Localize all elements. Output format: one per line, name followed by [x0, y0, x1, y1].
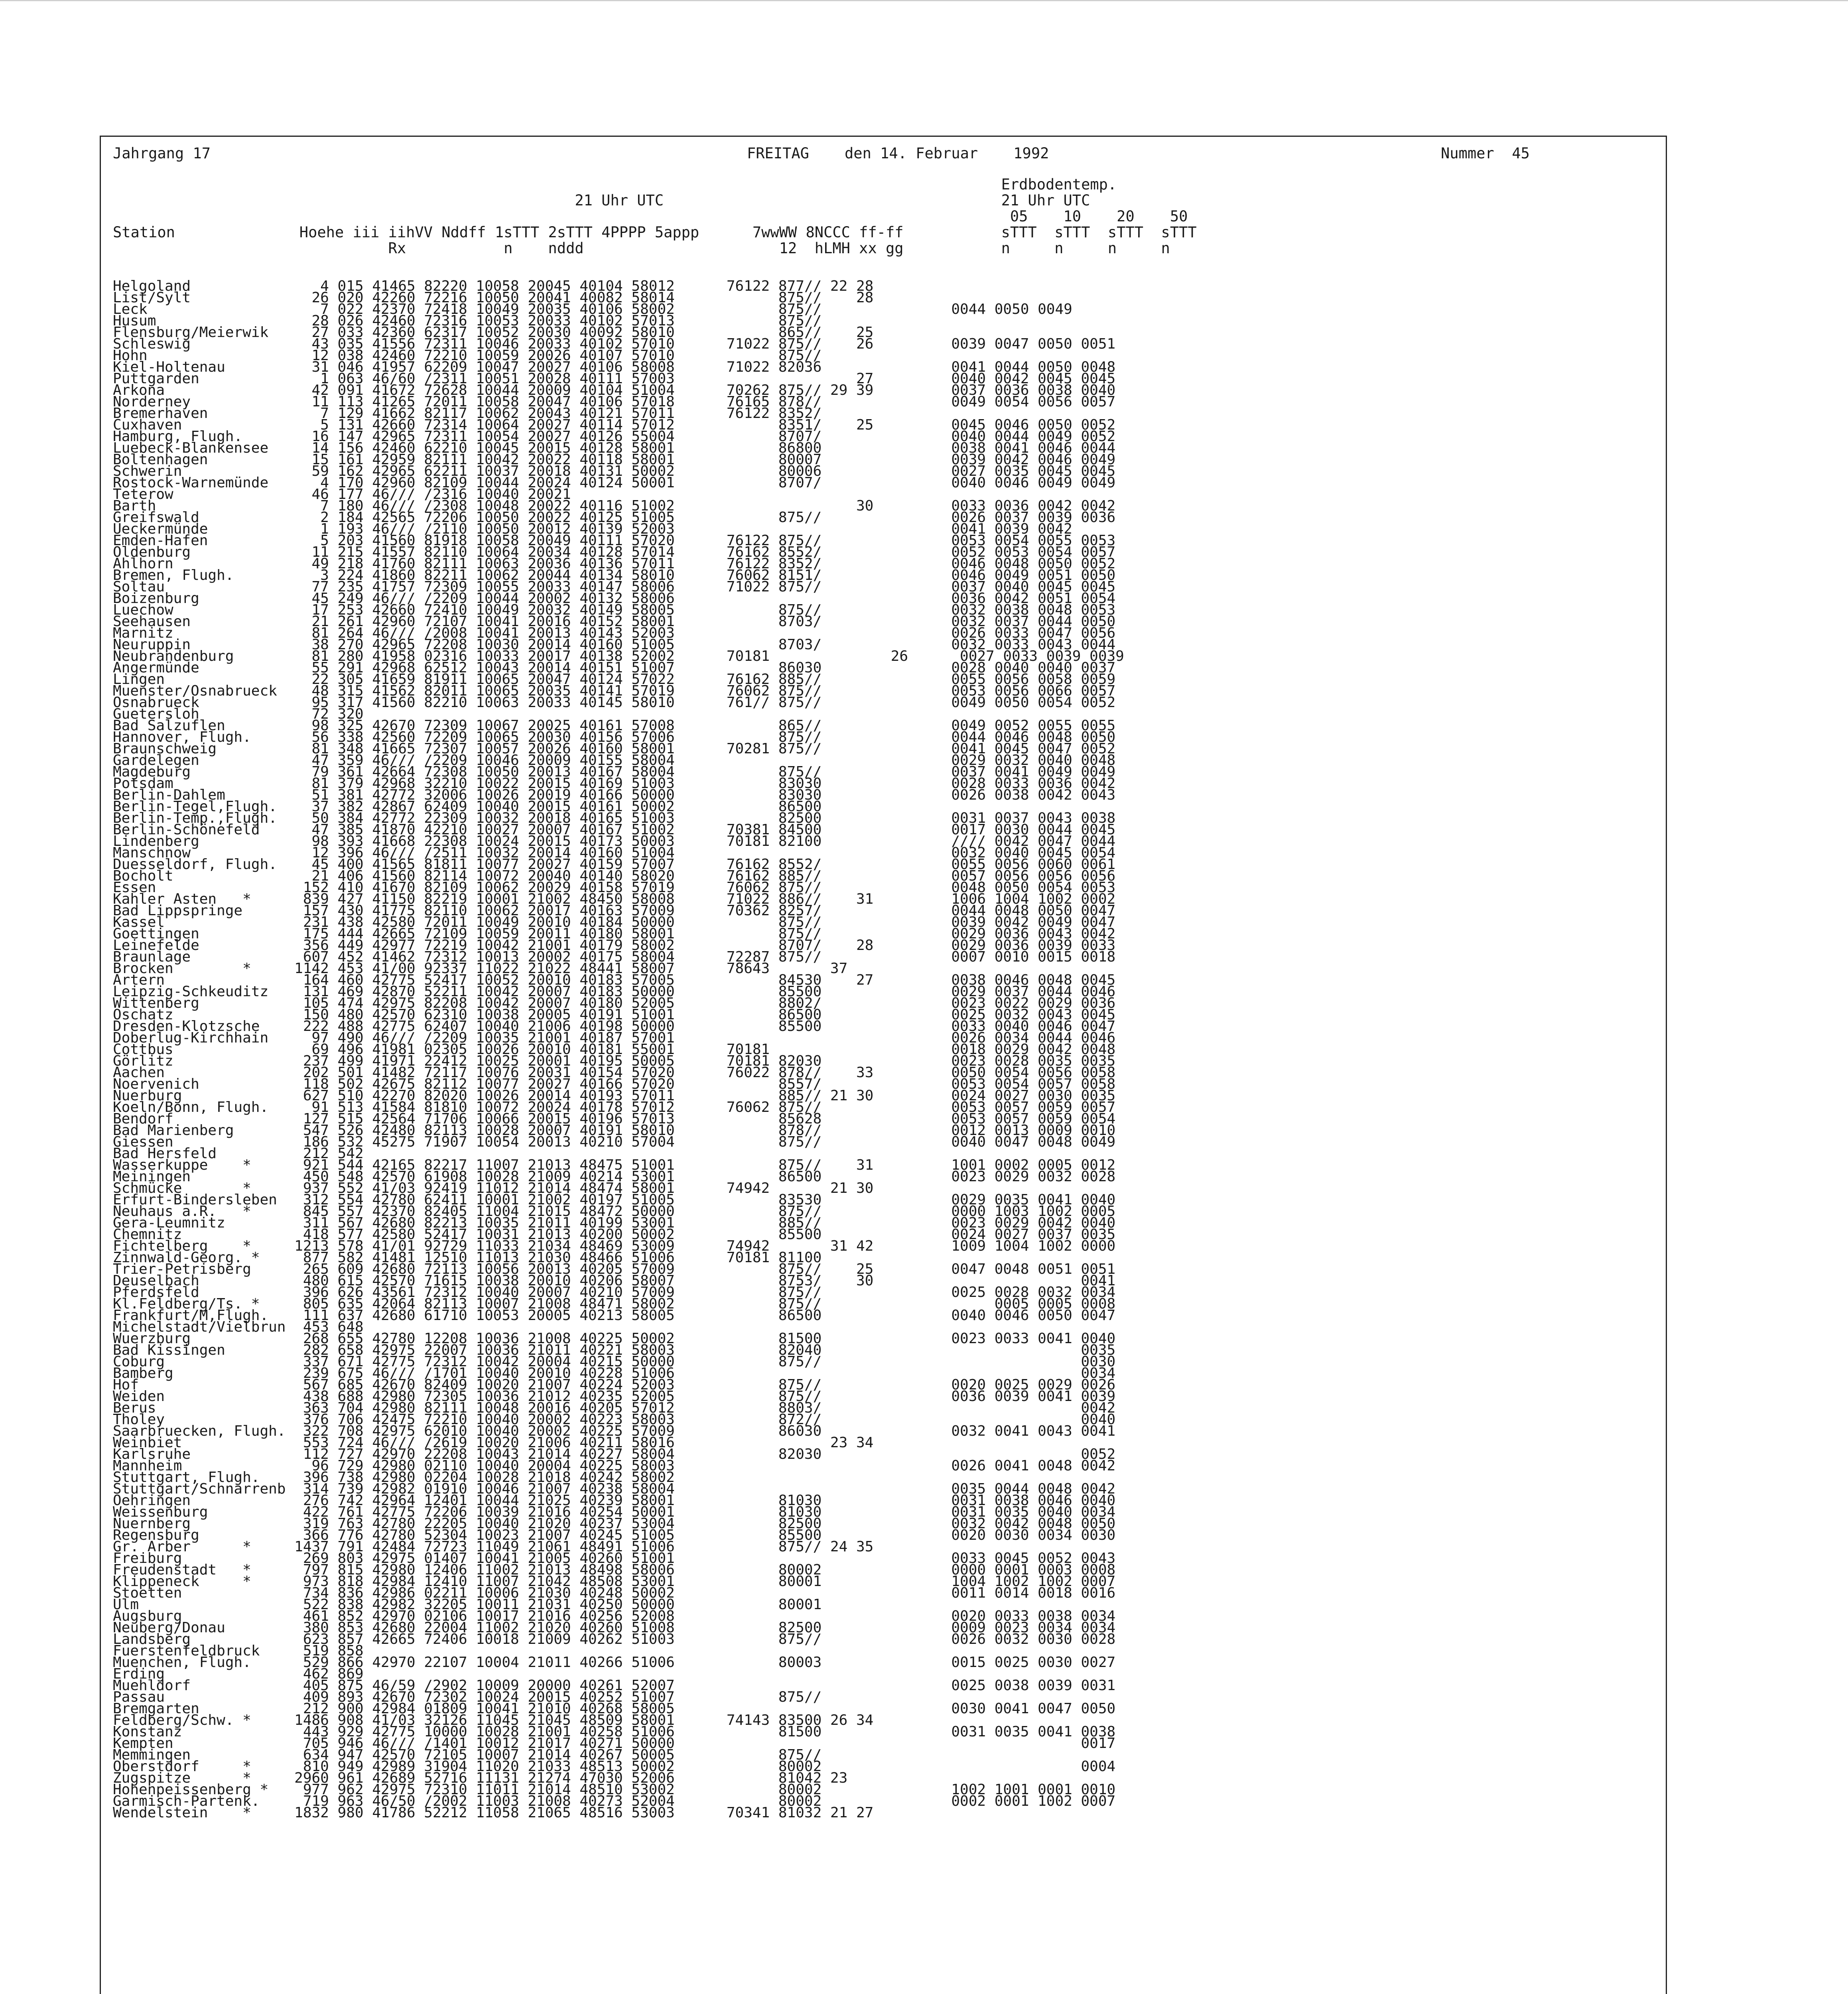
- station-row: Greifswald 2 184 42565 72206 10050 20022 40125 51005 875// 0026 0037 0039 0036: [113, 509, 1116, 526]
- station-row: Bremgarten 212 900 42984 01809 10041 21010 40268 58005 0030 0041 0047 0050: [113, 1700, 1116, 1717]
- station-row: Augsburg 461 852 42970 02106 10017 21016 40256 52008 0020 0033 0038 0034: [113, 1608, 1116, 1624]
- station-row: Muenchen, Flugh. 529 866 42970 22107 10004 21011 40266 51006 80003 0015 0025 0030 0027: [113, 1654, 1116, 1671]
- station-row: Klippeneck * 973 818 42984 12410 11007 21042 48508 53001 80001 1004 1002 1002 0007: [113, 1573, 1116, 1590]
- station-row: Fuerstenfeldbruck 519 858: [113, 1643, 364, 1659]
- station-row: Cottbus 69 496 41981 02305 10026 20010 40181 55001 70181 0018 0029 0042 0048: [113, 1041, 1116, 1058]
- station-row: Braunlage 607 452 41462 72312 10013 20002 40175 58004 72287 875// 0007 0010 0015 0018: [113, 949, 1116, 965]
- station-row: Luebeck-Blankensee 14 156 42460 62210 10045 20015 40128 58001 86800 0038 0041 0046 0044: [113, 440, 1116, 456]
- station-row: Ahlhorn 49 218 41760 82111 10063 20036 40136 57011 76122 8352/ 0046 0048 0050 0052: [113, 556, 1116, 572]
- station-row: Fichtelberg * 1213 578 41/01 92729 11033 21034 48469 53009 74942 31 42 1009 1004 1002 0000: [113, 1238, 1116, 1254]
- station-row: Arkona 42 091 41672 72628 10044 20009 40104 51004 70262 875// 29 39 0037 0036 0038 0040: [113, 382, 1116, 398]
- station-row: Weissenburg 422 761 42775 72206 10039 21016 40254 50001 81030 0031 0035 0040 0034: [113, 1504, 1116, 1520]
- station-row: Memmingen 634 947 42570 72105 10007 21014 40267 50005 875//: [113, 1747, 822, 1763]
- station-row: Oberstdorf * 810 949 42989 31904 11020 21033 48513 50002 80002 0004: [113, 1758, 1116, 1775]
- column-header-line: Erdbodentemp.: [113, 176, 1117, 193]
- station-row: Kempten 705 946 46/// /1401 10012 21017 40271 50000 0017: [113, 1735, 1116, 1752]
- station-row: Meiningen 450 548 42570 61908 10028 21009 40214 53001 86500 0023 0029 0032 0028: [113, 1168, 1116, 1185]
- station-row: Leinefelde 356 449 42977 72219 10042 21001 40179 58002 8707/ 28 0029 0036 0039 0033: [113, 937, 1116, 954]
- station-row: Chemnitz 418 577 42580 52417 10031 21013 40200 50002 85500 0024 0027 0037 0035: [113, 1226, 1116, 1243]
- station-row: Emden-Hafen 5 203 41560 81918 10058 20049 40111 57020 76122 875// 0053 0054 0055 0053: [113, 532, 1116, 549]
- station-row: Görlitz 237 499 41971 22412 10025 20001 40195 50005 70181 82030 0023 0028 0035 0035: [113, 1053, 1116, 1069]
- station-row: Schmücke * 937 552 41/03 92419 11012 21014 48474 58001 74942 21 30: [113, 1180, 874, 1196]
- station-row: Gardelegen 47 359 46/// /2209 10046 20009 40155 58004 0029 0032 0040 0048: [113, 752, 1116, 768]
- station-row: Muenster/Osnabrueck 48 315 41562 82011 10065 20035 40141 57019 76062 875// 0053 0056 0066 0057: [113, 683, 1116, 699]
- station-row: Hohn 12 038 42460 72210 10059 20026 40107 57010 875//: [113, 347, 822, 364]
- station-row: Boizenburg 45 249 46/// /2209 10044 20002 40132 58006 0036 0042 0051 0054: [113, 590, 1116, 607]
- station-row: Leck 7 022 42370 72418 10049 20035 40106 58002 875// 0044 0050 0049: [113, 301, 1072, 317]
- station-row: Konstanz 443 929 42775 10000 10028 21001 40258 51006 81500 0031 0035 0041 0038: [113, 1724, 1116, 1740]
- station-row: Berlin-Schönefeld 47 385 41870 42210 10027 20007 40167 51002 70381 84500 0017 0030 0044 0045: [113, 822, 1116, 838]
- station-row: Barth 7 180 46/// /2308 10048 20022 40116 51002 30 0033 0036 0042 0042: [113, 498, 1116, 514]
- station-row: Gr. Arber * 1437 791 42484 72723 11049 21061 48491 51006 875// 24 35: [113, 1539, 874, 1555]
- station-table: [113, 280, 1124, 1819]
- station-row: Artern 164 460 42775 52417 10052 20010 40183 57005 84530 27 0038 0046 0048 0045: [113, 972, 1116, 988]
- station-row: Bamberg 239 675 46/// /1701 10040 20010 40228 51006 0034: [113, 1365, 1116, 1381]
- station-row: Erfurt-Bindersleben 312 554 42780 62411 10001 21002 40197 51005 83530 0029 0035 0041 0040: [113, 1192, 1116, 1208]
- station-row: Muehldorf 405 875 46/59 /2902 10009 20000 40261 52007 0025 0038 0039 0031: [113, 1677, 1116, 1694]
- station-row: Bad Lippspringe 157 430 41775 82110 10062 20017 40163 57009 70362 8257/ 0044 0048 0050 0047: [113, 902, 1116, 919]
- station-row: Gera-Leumnitz 311 567 42680 82213 10035 21011 40199 53001 885// 0023 0029 0042 0040: [113, 1215, 1116, 1231]
- station-row: Angermünde 55 291 42968 62512 10043 20014 40151 51007 86030 0028 0040 0040 0037: [113, 660, 1116, 676]
- station-row: Nuernberg 319 763 42780 22205 10040 21020 40237 53004 82500 0032 0042 0048 0050: [113, 1515, 1116, 1532]
- station-row: Erding 462 869: [113, 1666, 364, 1682]
- station-row: Noervenich 118 502 42675 82112 10077 20027 40166 57020 8557/ 0053 0054 0057 0058: [113, 1076, 1116, 1092]
- station-row: Koeln/Bonn, Flugh. 91 513 41584 81810 10072 20024 40178 57012 76062 875// 0053 0057 0059 0057: [113, 1099, 1116, 1115]
- station-row: Wendelstein * 1832 980 41786 52212 11058 21065 48516 53003 70341 81032 21 27: [113, 1805, 874, 1821]
- issue-number: Nummer 45: [1441, 145, 1530, 162]
- station-row: Passau 409 893 42670 72302 10024 20015 40252 51007 875//: [113, 1689, 822, 1705]
- column-header-line: 21 Uhr UTC 21 Uhr UTC: [113, 192, 1090, 209]
- station-row: Lingen 22 305 41659 81911 10065 20047 40124 57022 76162 885// 0055 0056 0058 0059: [113, 671, 1116, 688]
- station-row: Neuhaus a.R. * 845 557 42370 82405 11004 21015 48472 50000 875// 0000 1003 1002 0005: [113, 1203, 1116, 1220]
- station-row: Bad Salzuflen 98 325 42670 72309 10067 20025 40161 57008 865// 0049 0052 0055 0055: [113, 717, 1116, 734]
- station-row: Doberlug-Kirchhain 97 490 46/// /2209 10035 21001 40187 57001 0026 0034 0044 0046: [113, 1030, 1116, 1046]
- station-row: Kiel-Holtenau 31 046 41957 62209 10047 20027 40106 58008 71022 82036 0041 0044 0050 0048: [113, 359, 1116, 375]
- column-header-line: Station Hoehe iii iihVV Nddff 1sTTT 2sTTT 4PPPP 5appp 7wwWW 8NCCC ff-ff sTTT sTTT sTTT sTTT: [113, 224, 1197, 241]
- station-row: Brocken * 1142 453 41/00 92337 11022 21022 48441 58007 78643 37: [113, 960, 848, 977]
- station-row: Wittenberg 105 474 42975 82208 10042 20007 40180 52005 8802/ 0023 0022 0029 0036: [113, 995, 1116, 1011]
- station-row: Kahler Asten * 839 427 41150 82219 10001 21002 48450 58008 71022 886// 31 1006 1004 1002 0002: [113, 891, 1116, 907]
- station-row: Leipzig-Schkeuditz 131 469 42870 52211 10042 20007 40183 50000 85500 0029 0037 0044 0046: [113, 983, 1116, 1000]
- station-row: Osnabrueck 95 317 41560 82210 10063 20033 40145 58010 761// 875// 0049 0050 0054 0052: [113, 694, 1116, 711]
- station-row: Weinbiet 553 724 46/// /2619 10020 21006 40211 58016 23 34: [113, 1434, 874, 1451]
- station-row: Pferdsfeld 396 626 43561 72312 10040 20007 40210 57009 875// 0025 0028 0032 0034: [113, 1284, 1116, 1300]
- station-row: Teterow 46 177 46/// /2316 10040 20021: [113, 486, 571, 502]
- station-row: Regensburg 366 776 42780 52304 10023 21007 40245 51005 85500 0020 0030 0034 0030: [113, 1527, 1116, 1543]
- station-row: Magdeburg 79 361 42664 72308 10050 20013 40167 58004 875// 0037 0041 0049 0049: [113, 764, 1116, 780]
- station-row: Lindenberg 98 393 41668 22308 10024 20015 40173 50003 70181 82100 //// 0042 0047 0044: [113, 833, 1116, 849]
- station-row: Neuberg/Donau 380 853 42680 22004 11002 21020 40260 51008 82500 0009 0023 0034 0034: [113, 1620, 1116, 1636]
- station-row: Michelstadt/Vielbrun 453 648: [113, 1319, 364, 1335]
- station-row: Marnitz 81 264 46/// /2008 10041 20013 40143 52003 0026 0033 0047 0056: [113, 625, 1116, 641]
- station-row: Oschatz 150 480 42570 62310 10038 20005 40191 51001 86500 0025 0032 0043 0045: [113, 1007, 1116, 1023]
- station-row: Freudenstadt * 797 815 42980 12406 11002 21013 48498 58006 80002 0000 0001 0003 0008: [113, 1562, 1116, 1578]
- station-row: Bad Marienberg 547 526 42480 82113 10028 20007 40191 58010 878// 0012 0013 0009 0010: [113, 1122, 1116, 1139]
- station-row: Feldberg/Schw. * 1486 908 41/03 32126 11045 21045 48509 58001 74143 83500 26 34: [113, 1712, 874, 1728]
- station-row: Stuttgart, Flugh. 396 738 42980 02204 10028 21018 40242 58002: [113, 1469, 675, 1486]
- station-row: Bremerhaven 7 129 41662 82117 10062 20043 40121 57011 76122 8352/: [113, 405, 822, 422]
- station-row: Schleswig 43 035 41556 72311 10046 20033 40102 57010 71022 875// 26 0039 0047 0050 0051: [113, 336, 1116, 352]
- station-row: Bremen, Flugh. 3 224 41860 82211 10062 20044 40134 58010 76062 8151/ 0046 0049 0051 0050: [113, 567, 1116, 583]
- station-row: Dresden-Klotzsche 222 488 42775 62407 10040 21006 40198 50000 85500 0033 0040 0046 0047: [113, 1018, 1116, 1034]
- station-row: Flensburg/Meierwik 27 033 42360 62317 10052 20030 40092 58010 865// 25: [113, 324, 874, 341]
- station-row: Helgoland 4 015 41465 82220 10058 20045 40104 58012 76122 877// 22 28: [113, 278, 874, 294]
- station-row: Garmisch-Partenk. 719 963 46/50 /2002 11003 21008 40273 52004 80002 0002 0001 1002 0007: [113, 1793, 1116, 1809]
- volume-label: Jahrgang 17: [113, 145, 211, 162]
- station-row: Deuselbach 480 615 42570 71615 10038 20010 40206 58007 8753/ 30 0041: [113, 1273, 1116, 1289]
- station-row: Landsberg 623 857 42665 72406 10018 21009 40262 51003 875// 0026 0032 0030 0028: [113, 1631, 1116, 1647]
- station-row: Tholey 376 706 42475 72210 10040 20002 40223 58003 872// 0040: [113, 1411, 1116, 1428]
- station-row: Guetersloh 72 320: [113, 706, 364, 722]
- station-row: List/Sylt 26 020 42260 72216 10050 20041 40082 58014 875// 28: [113, 290, 874, 306]
- station-row: Ueckermünde 1 193 46/// /2110 10050 20012 40139 52003 0041 0039 0042: [113, 521, 1072, 537]
- station-row: Coburg 337 671 42775 72312 10042 20004 40215 50000 875// 0030: [113, 1354, 1116, 1370]
- station-row: Giessen 186 532 45275 71907 10054 20013 40210 57004 875// 0040 0047 0048 0049: [113, 1134, 1116, 1150]
- station-row: Bad Hersfeld 212 542: [113, 1145, 364, 1162]
- station-row: Rostock-Warnemünde 4 170 42960 82109 10044 20024 40124 50001 8707/ 0040 0046 0049 0049: [113, 475, 1116, 491]
- station-row: Potsdam 81 379 42968 32210 10022 20015 40169 51003 83030 0028 0033 0036 0042: [113, 775, 1116, 792]
- station-row: Neuruppin 38 270 42965 72208 10030 20014 40160 51005 8703/ 0032 0033 0043 0044: [113, 636, 1116, 653]
- station-row: Schwerin 59 162 42965 62211 10037 20018 40131 50002 80006 0027 0035 0045 0045: [113, 463, 1116, 479]
- station-row: Nuerburg 627 510 42270 82020 10026 20014 40193 57011 885// 21 30 0024 0027 0030 0035: [113, 1088, 1116, 1104]
- station-row: Ulm 522 838 42982 32205 10011 21031 40250 50000 80001: [113, 1596, 822, 1613]
- column-headers: [113, 177, 1197, 256]
- station-row: Mannheim 96 729 42980 02110 10040 20004 40225 58003 0026 0041 0048 0042: [113, 1458, 1116, 1474]
- station-row: Hamburg, Flugh. 16 147 42965 72311 10054 20027 40126 55004 8707/ 0040 0044 0049 0052: [113, 428, 1116, 445]
- column-header-line: 05 10 20 50: [113, 208, 1188, 225]
- station-row: Husum 28 026 42460 72316 10053 20033 40102 57013 875//: [113, 313, 822, 329]
- weather-report-sheet: [100, 136, 1667, 1994]
- station-row: Norderney 11 113 41265 72011 10058 20047 40106 57018 76165 878// 0049 0054 0056 0057: [113, 394, 1116, 410]
- station-row: Bocholt 21 406 41560 82114 10072 20040 40140 58020 76162 885// 0057 0056 0056 0056: [113, 868, 1116, 884]
- station-row: Berlin-Tegel,Flugh. 37 382 42867 62409 10040 20015 40161 50002 86500: [113, 798, 822, 815]
- station-row: Bendorf 127 515 42564 71706 10066 20015 40196 57013 85628 0053 0057 0059 0054: [113, 1111, 1116, 1127]
- station-row: Duesseldorf, Flugh. 45 400 41565 81811 10077 20027 40159 57007 76162 8552/ 0055 0056 0060 0061: [113, 856, 1116, 873]
- station-row: Berlin-Dahlem 51 381 42772 32006 10026 20019 40166 50000 83030 0026 0038 0042 0043: [113, 787, 1116, 803]
- station-row: Stoetten 734 836 42986 02211 10006 21030 40248 50002 0011 0014 0018 0016: [113, 1585, 1116, 1601]
- station-row: Essen 152 410 41670 82109 10062 20029 40158 57019 76062 875// 0048 0050 0054 0053: [113, 879, 1116, 896]
- station-row: Wasserkuppe * 921 544 42165 82217 11007 21013 48475 51001 875// 31 1001 0002 0005 0012: [113, 1157, 1116, 1173]
- column-header-line: Rx n nddd 12 hLMH xx gg n n n n: [113, 240, 1170, 257]
- station-row: Manschnow 12 396 46/// /2511 10032 20014 40160 51004 0032 0040 0045 0054: [113, 845, 1116, 861]
- scan-edge-top: [0, 0, 1848, 1]
- station-row: Puttgarden 1 063 46/60 /2311 10051 20028 40111 57003 27 0040 0042 0045 0045: [113, 370, 1116, 387]
- station-row: Kl.Feldberg/Ts. * 805 635 42064 82113 10007 21008 48471 58002 875// 0005 0005 0008: [113, 1296, 1116, 1312]
- station-row: Kassel 231 438 42580 72011 10049 20010 40184 50000 875// 0039 0042 0049 0047: [113, 914, 1116, 930]
- station-row: Braunschweig 81 348 41665 72307 10057 20026 40160 58001 70281 875// 0041 0045 0047 0052: [113, 741, 1116, 757]
- station-row: Aachen 202 501 41482 72117 10076 20031 40154 57020 76022 878// 33 0050 0054 0056 0058: [113, 1064, 1116, 1081]
- station-row: Weiden 438 688 42980 72305 10036 21012 40235 52005 875// 0036 0039 0041 0039: [113, 1388, 1116, 1405]
- station-row: Cuxhaven 5 131 42660 72314 10064 20027 40114 57012 8351/ 25 0045 0046 0050 0052: [113, 417, 1116, 433]
- station-row: Oldenburg 11 215 41557 82110 10064 20034 40128 57014 76162 8552/ 0052 0053 0054 0057: [113, 544, 1116, 560]
- station-row: Berlin-Temp.,Flugh. 50 384 42772 22309 10032 20018 40165 51003 82500 0031 0037 0043 0038: [113, 810, 1116, 826]
- station-row: Luechow 17 253 42660 72410 10049 20032 40149 58005 875// 0032 0038 0048 0053: [113, 602, 1116, 618]
- station-row: Goettingen 175 444 42665 72109 10059 20011 40180 58001 875// 0029 0036 0043 0042: [113, 926, 1116, 942]
- station-row: Soltau 77 235 41757 72309 10055 20033 40147 58006 71022 875// 0037 0040 0045 0045: [113, 579, 1116, 595]
- station-row: Karlsruhe 112 727 42970 22208 10043 21014 40227 58004 82030 0052: [113, 1446, 1116, 1462]
- station-row: Seehausen 21 261 42960 72107 10041 20016 40152 58001 8703/ 0032 0037 0044 0050: [113, 613, 1116, 630]
- station-row: Frankfurt/M,Flugh. 111 637 42680 61710 10053 20005 40213 58005 86500 0040 0046 0050 0047: [113, 1307, 1116, 1324]
- station-row: Zugspitze * 2960 961 42689 52716 11131 21274 47030 52006 81042 23: [113, 1770, 848, 1786]
- station-row: Trier-Petrisberg 265 609 42680 72113 10056 20013 40205 57009 875// 25 0047 0048 0051 0051: [113, 1261, 1116, 1277]
- station-row: Saarbruecken, Flugh. 322 708 42975 62010 10040 20002 40225 57009 86030 0032 0041 0043 0041: [113, 1423, 1116, 1439]
- station-row: Stuttgart/Schnarrenb 314 739 42982 01910 10046 21007 40238 58004 0035 0044 0048 0042: [113, 1481, 1116, 1497]
- station-row: Berus 363 704 42980 82111 10048 20016 40205 57012 8803/ 0042: [113, 1400, 1116, 1416]
- date-label: FREITAG den 14. Februar 1992: [747, 145, 1049, 162]
- station-row: Boltenhagen 15 161 42959 82111 10042 20022 40118 58001 80007 0039 0042 0046 0049: [113, 451, 1116, 468]
- station-row: Bad Kissingen 282 658 42975 22007 10036 21011 40221 58003 82040 0035: [113, 1342, 1116, 1358]
- station-row: Freiburg 269 803 42975 01407 10041 21005 40260 51001 0033 0045 0052 0043: [113, 1550, 1116, 1566]
- station-row: Zinnwald-Georg. * 877 582 41481 12510 11013 21030 48466 51006 70181 81100: [113, 1249, 822, 1266]
- station-row: Wuerzburg 268 655 42780 12208 10036 21008 40225 50002 81500 0023 0033 0041 0040: [113, 1330, 1116, 1347]
- station-row: Hof 567 685 42670 82409 10020 21007 40224 52003 875// 0020 0025 0029 0026: [113, 1377, 1116, 1393]
- station-row: Hannover, Flugh. 56 338 42560 72209 10065 20030 40156 57006 875// 0044 0046 0048 0050: [113, 729, 1116, 745]
- station-row: Neubrandenburg 81 280 41958 02316 10033 20017 40138 52002 70181 26 0027 0033 0039 0039: [113, 648, 1124, 664]
- station-row: Oehringen 276 742 42964 12401 10044 21025 40239 58001 81030 0031 0038 0046 0040: [113, 1492, 1116, 1509]
- station-row: Hohenpeissenberg * 977 962 42975 72310 11011 21014 48510 53002 80002 1002 1001 0001 0010: [113, 1781, 1116, 1798]
